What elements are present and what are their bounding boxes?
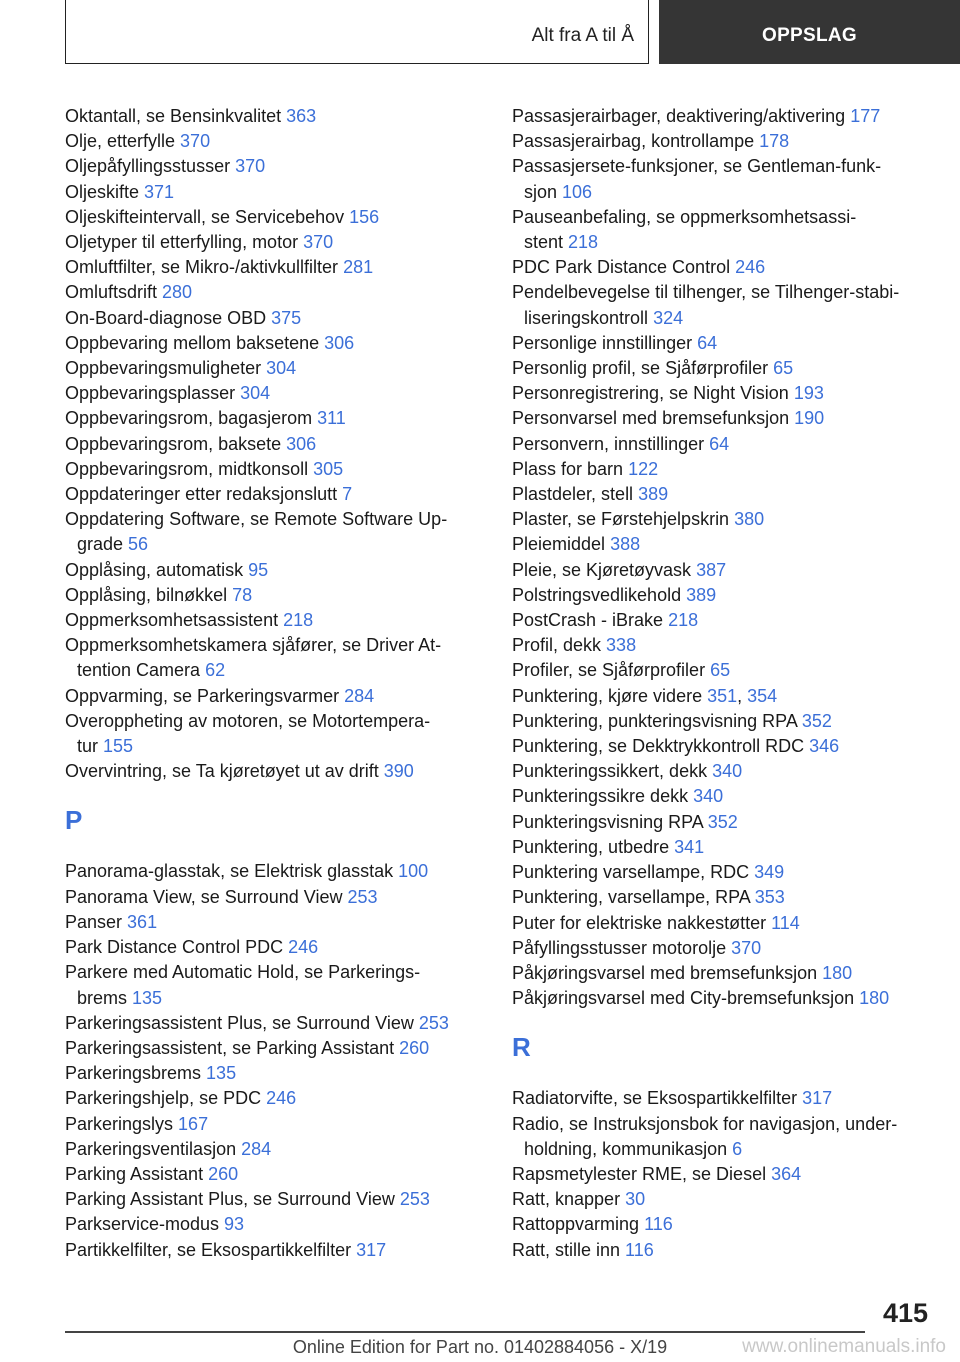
index-entry: [512, 784, 932, 809]
index-entry-text: Punktering, punkteringsvisning RPA: [512, 710, 802, 731]
index-entry: [512, 406, 932, 431]
page-reference-link[interactable]: 388: [610, 534, 641, 555]
index-entry-text: Oktantall, se Bensinkvalitet: [65, 106, 287, 126]
index-entry-text: Overvintring, se Ta kjøretøyet ut av drift: [65, 761, 384, 782]
page-reference-link[interactable]: 135: [206, 1063, 237, 1084]
index-entry: [512, 986, 932, 1011]
page-reference-link[interactable]: 352: [801, 710, 832, 731]
index-entry-text: Parkeringslys: [65, 1113, 179, 1134]
page-reference-link[interactable]: 284: [241, 1138, 272, 1159]
index-entry: [512, 709, 932, 734]
page-reference-link[interactable]: 114: [771, 912, 800, 933]
page-reference-link[interactable]: 218: [668, 610, 699, 631]
index-entry: [512, 1086, 932, 1111]
page-reference-link[interactable]: 193: [793, 383, 824, 404]
edition-footer: Online Edition for Part no. 01402884056 - X/19: [292, 1337, 668, 1357]
page-reference-link[interactable]: 280: [162, 282, 193, 303]
index-entry: [512, 280, 932, 330]
page-reference-link[interactable]: 341: [674, 836, 705, 857]
index-entry: [512, 532, 932, 557]
page-reference-link[interactable]: 190: [794, 408, 825, 429]
index-entry: [65, 709, 485, 759]
page-reference-link[interactable]: 390: [383, 761, 414, 782]
index-entry-text: Punktering, kjøre videre: [512, 685, 708, 706]
index-entry-continuation-text: stent: [524, 232, 569, 253]
page-reference-link[interactable]: 253: [399, 1189, 430, 1210]
index-entry: [65, 1061, 485, 1086]
index-entry: [512, 356, 932, 381]
index-entry-text: Puter for elektriske nakkestøtter: [512, 912, 772, 933]
index-entry: [512, 583, 932, 608]
page-reference-link[interactable]: 340: [712, 761, 743, 782]
page-reference-link[interactable]: 122: [628, 458, 659, 479]
index-entry: [512, 1187, 932, 1212]
index-entry-text: Oljetyper til etterfylling, motor: [65, 232, 304, 253]
index-entry-text: Overoppheting av motoren, se Motortempera-: [65, 710, 431, 731]
index-entry-text: Parking Assistant Plus, se Surround View: [65, 1189, 400, 1210]
page-reference-link[interactable]: 354: [747, 685, 778, 706]
page-reference-link[interactable]: 380: [734, 509, 765, 530]
index-entry-text: Radio, se Instruksjonsbok for navigasjon, under-: [512, 1113, 898, 1134]
index-entry: [65, 910, 485, 935]
page-reference-link[interactable]: 6: [732, 1138, 743, 1159]
page-reference-link[interactable]: 65: [773, 358, 794, 379]
index-entry-text: Oppbevaringsplasser: [65, 383, 241, 404]
page-reference-link[interactable]: 180: [822, 962, 853, 983]
page-reference-link[interactable]: 389: [686, 584, 717, 605]
index-entry-text: Plass for barn: [512, 458, 629, 479]
index-entry-text: Panser: [65, 911, 128, 932]
index-entry-continuation-text: holdning, kommunikasjon: [524, 1138, 733, 1159]
index-entry-text: On-Board-diagnose OBD: [65, 307, 272, 328]
page-reference-link[interactable]: 317: [356, 1239, 387, 1260]
page-reference-link[interactable]: 370: [235, 156, 266, 177]
index-entry-text: Rapsmetylester RME, se Diesel: [512, 1163, 772, 1184]
index-entry: [65, 1162, 485, 1187]
index-entry: [512, 810, 932, 835]
index-entry: [512, 457, 932, 482]
index-entry-text: Pleiemiddel: [512, 534, 611, 555]
index-entry-text: Olje, etterfylle: [65, 131, 181, 152]
page-reference-link[interactable]: 353: [754, 887, 785, 908]
page-reference-link[interactable]: 155: [103, 736, 134, 757]
index-entry: [512, 885, 932, 910]
index-entry: [65, 255, 485, 280]
index-entry: [65, 205, 485, 230]
index-entry-text: Oppbevaringsrom, midtkonsoll: [65, 458, 314, 479]
index-entry-text: PDC Park Distance Control: [512, 257, 736, 278]
page-reference-link[interactable]: 95: [248, 559, 269, 580]
page-reference-link[interactable]: 62: [205, 660, 226, 681]
index-entry-text: Punktering varsellampe, RDC: [512, 862, 755, 883]
footer-divider: [65, 1331, 865, 1333]
index-entry-text: Oljeskifte: [65, 181, 145, 202]
index-entry-text: Parkere med Automatic Hold, se Parkerings-: [65, 962, 421, 983]
index-entry-text: Partikkelfilter, se Eksospartikkelfilter: [65, 1239, 357, 1260]
index-entry-text: Punktering, utbedre: [512, 836, 675, 857]
index-entry: [65, 306, 485, 331]
index-entry: [512, 381, 932, 406]
page-reference-link[interactable]: 306: [324, 332, 355, 353]
index-entry: [65, 1212, 485, 1237]
index-entry: [512, 482, 932, 507]
index-entry-continuation: [65, 532, 485, 557]
index-entry: [65, 935, 485, 960]
index-entry-text: Punktering, se Dekktrykkontroll RDC: [512, 736, 810, 757]
index-entry-text: Oppvarming, se Parkeringsvarmer: [65, 685, 345, 706]
page-reference-link[interactable]: 253: [347, 886, 378, 907]
page-reference-link[interactable]: 246: [735, 257, 766, 278]
index-entry-text: Oljeskifteintervall, se Servicebehov: [65, 206, 350, 227]
index-entry-text: Opplåsing, automatisk: [65, 559, 249, 580]
page-reference-link[interactable]: 135: [132, 987, 163, 1008]
index-entry-text: Punkteringssikre dekk: [512, 786, 694, 807]
index-entry-text: Plastdeler, stell: [512, 484, 639, 505]
index-entry: [512, 331, 932, 356]
page-reference-link[interactable]: 304: [240, 383, 271, 404]
index-entry-continuation: [512, 306, 932, 331]
index-entry-text: Rattoppvarming: [512, 1214, 645, 1235]
index-entry-continuation: [512, 180, 932, 205]
page-reference-link[interactable]: 349: [754, 862, 785, 883]
page-reference-link[interactable]: 324: [653, 307, 684, 328]
index-entry: [65, 1187, 485, 1212]
index-entry: [65, 129, 485, 154]
page-reference-link[interactable]: 177: [850, 106, 881, 126]
page-reference-link[interactable]: 116: [625, 1239, 654, 1260]
index-entry-text: Opplåsing, bilnøkkel: [65, 584, 233, 605]
index-entry-continuation: [65, 986, 485, 1011]
index-entry-text: Passasjersete-funksjoner, se Gentleman-funk-: [512, 156, 882, 177]
index-entry-text: Personlig profil, se Sjåførprofiler: [512, 358, 774, 379]
index-entry-text: Panorama-glasstak, se Elektrisk glasstak: [65, 861, 399, 882]
index-entry-continuation-text: brems: [77, 987, 133, 1008]
page-reference-link[interactable]: 352: [707, 811, 738, 832]
page-reference-link[interactable]: 346: [809, 736, 840, 757]
index-entry: [65, 960, 485, 1010]
page-reference-link[interactable]: 218: [283, 610, 314, 631]
index-entry-continuation-text: liseringskontroll: [524, 307, 654, 328]
index-entry-text: Personvarsel med bremsefunksjon: [512, 408, 795, 429]
index-entry-text: Oppdatering Software, se Remote Software Up-: [65, 509, 448, 530]
page-reference-link[interactable]: 167: [178, 1113, 209, 1134]
category-tab: [659, 0, 960, 64]
index-entry: [65, 583, 485, 608]
index-entry-continuation: [512, 230, 932, 255]
index-entry: [65, 507, 485, 557]
index-entry: [512, 734, 932, 759]
index-entry-text: Passasjerairbag, kontrollampe: [512, 131, 760, 152]
page-reference-link[interactable]: 281: [343, 257, 374, 278]
index-entry: [65, 154, 485, 179]
index-entry-text: Pauseanbefaling, se oppmerksomhetsassi-: [512, 206, 857, 227]
index-entry: [512, 129, 932, 154]
index-entry: [512, 911, 932, 936]
index-entry: [65, 1112, 485, 1137]
index-entry: [512, 860, 932, 885]
page-reference-link[interactable]: 64: [709, 433, 730, 454]
page-reference-link[interactable]: 364: [771, 1163, 802, 1184]
section-header: [65, 0, 649, 64]
index-entry-text: Passasjerairbager, deaktivering/aktivering: [512, 106, 851, 126]
index-entry-continuation-text: tur: [77, 736, 104, 757]
index-entry-text: Pleie, se Kjøretøyvask: [512, 559, 697, 580]
index-entry-text: Polstringsvedlikehold: [512, 584, 687, 605]
index-entry-text: Oppbevaringsmuligheter: [65, 358, 267, 379]
index-entry-text: Oppmerksomhetskamera sjåfører, se Driver At-: [65, 635, 442, 656]
page-reference-link[interactable]: 218: [568, 232, 599, 253]
page-reference-link[interactable]: 100: [398, 861, 429, 882]
page-number: 415: [882, 1298, 928, 1328]
page-reference-link[interactable]: 7: [342, 484, 353, 505]
index-entry-text: Radiatorvifte, se Eksospartikkelfilter: [512, 1088, 803, 1109]
index-entry-text: Omluftsdrift: [65, 282, 163, 303]
index-entry-text: Påkjøringsvarsel med City-bremsefunksjon: [512, 988, 860, 1009]
index-entry-text: Påkjøringsvarsel med bremsefunksjon: [512, 962, 823, 983]
index-entry-text: Oppbevaringsrom, baksete: [65, 433, 287, 454]
index-entry: [512, 658, 932, 683]
index-entry: [512, 507, 932, 532]
category-title: OPPSLAG: [761, 25, 857, 46]
index-entry: [65, 180, 485, 205]
index-entry-text: Personregistrering, se Night Vision: [512, 383, 794, 404]
index-entry: [512, 1238, 932, 1263]
index-entry: [65, 885, 485, 910]
index-entry-text: Parkeringsassistent, se Parking Assistant: [65, 1037, 400, 1058]
index-entry: [65, 684, 485, 709]
index-column-right: [512, 104, 932, 1263]
index-entry: [65, 457, 485, 482]
index-entry: [512, 1112, 932, 1162]
index-entry-text: Pendelbevegelse til tilhenger, se Tilhenger-stabi-: [512, 282, 900, 303]
page-reference-link[interactable]: 156: [349, 206, 380, 227]
index-entry-text: Park Distance Control PDC: [65, 937, 289, 958]
index-column-left: [65, 104, 485, 1263]
page-reference-link[interactable]: 375: [271, 307, 302, 328]
index-entry-continuation-text: tention Camera: [77, 660, 206, 681]
page-reference-link[interactable]: 389: [638, 484, 669, 505]
index-entry: [512, 633, 932, 658]
index-entry: [65, 1086, 485, 1111]
page-reference-link[interactable]: 371: [144, 181, 175, 202]
index-entry-continuation: [65, 734, 485, 759]
index-entry: [65, 381, 485, 406]
index-entry-text: Profiler, se Sjåførprofiler: [512, 660, 711, 681]
page-reference-link[interactable]: 284: [344, 685, 375, 706]
page-reference-link[interactable]: 93: [224, 1214, 245, 1235]
page-reference-link[interactable]: 64: [697, 332, 718, 353]
page-reference-link[interactable]: 180: [859, 988, 890, 1009]
index-entry: [65, 1238, 485, 1263]
page-reference-link[interactable]: 305: [313, 458, 344, 479]
page-reference-link[interactable]: 260: [399, 1037, 430, 1058]
index-entry: [65, 230, 485, 255]
index-entry: [512, 154, 932, 204]
index-entry-text: Oppbevaringsrom, bagasjerom: [65, 408, 318, 429]
page-separator: ,: [737, 685, 748, 706]
index-letter-heading: R: [512, 1032, 531, 1063]
index-entry: [65, 406, 485, 431]
index-entry: [65, 482, 485, 507]
index-entry: [512, 961, 932, 986]
index-entry-continuation: [65, 658, 485, 683]
index-entry: [512, 558, 932, 583]
index-entry: [65, 1137, 485, 1162]
index-entry-text: PostCrash - iBrake: [512, 610, 669, 631]
index-entry-text: Panorama View, se Surround View: [65, 886, 348, 907]
index-entry: [65, 558, 485, 583]
index-entry-text: Profil, dekk: [512, 635, 607, 656]
index-entry-text: Personlige innstillinger: [512, 332, 698, 353]
index-entry-text: Parkeringsassistent Plus, se Surround View: [65, 1012, 419, 1033]
index-entry: [65, 608, 485, 633]
index-entry: [512, 205, 932, 255]
page-reference-link[interactable]: 65: [710, 660, 731, 681]
index-entry-continuation: [512, 1137, 932, 1162]
page-reference-link[interactable]: 178: [759, 131, 790, 152]
index-entry: [512, 1162, 932, 1187]
index-entry: [65, 104, 485, 129]
index-entry: [512, 835, 932, 860]
page-reference-link[interactable]: 370: [180, 131, 211, 152]
index-entry: [512, 255, 932, 280]
index-entry-continuation-text: grade: [77, 534, 129, 555]
page-reference-link[interactable]: 253: [418, 1012, 449, 1033]
index-entry: [512, 608, 932, 633]
index-entry-text: Personvern, innstillinger: [512, 433, 710, 454]
index-entry: [65, 759, 485, 784]
index-entry-text: Punkteringsvisning RPA: [512, 811, 708, 832]
page-reference-link[interactable]: 106: [562, 181, 593, 202]
page-reference-link[interactable]: 246: [266, 1088, 297, 1109]
index-entry-text: Parkservice-modus: [65, 1214, 225, 1235]
index-entry: [512, 936, 932, 961]
index-entry-text: Oljepåfyllingsstusser: [65, 156, 236, 177]
index-entry: [512, 104, 932, 129]
index-entry-text: Plaster, se Førstehjelpskrin: [512, 509, 735, 530]
index-entry-text: Parkeringsventilasjon: [65, 1138, 242, 1159]
page-reference-link[interactable]: 363: [286, 106, 317, 126]
page-reference-link[interactable]: 30: [625, 1189, 646, 1210]
watermark: www.onlinemanuals.info: [742, 1336, 946, 1357]
index-entry-text: Ratt, knapper: [512, 1189, 626, 1210]
index-entry-text: Punkteringssikkert, dekk: [512, 761, 713, 782]
index-entry: [65, 1011, 485, 1036]
index-entry: [512, 759, 932, 784]
index-entry: [65, 331, 485, 356]
index-entry-text: Omluftfilter, se Mikro-/aktivkullfilter: [65, 257, 344, 278]
index-entry: [512, 1212, 932, 1237]
page-reference-link[interactable]: 370: [731, 937, 762, 958]
page-reference-link[interactable]: 304: [266, 358, 297, 379]
page-reference-link[interactable]: 351: [707, 685, 738, 706]
index-entry: [65, 1036, 485, 1061]
index-entry: [65, 356, 485, 381]
section-title: Alt fra A til Å: [531, 24, 634, 46]
index-entry: [65, 432, 485, 457]
page-reference-link[interactable]: 260: [208, 1163, 239, 1184]
index-entry-text: Parkeringsbrems: [65, 1063, 207, 1084]
index-entry-text: Parkeringshjelp, se PDC: [65, 1088, 267, 1109]
page-reference-link[interactable]: 338: [606, 635, 637, 656]
index-entry: [512, 432, 932, 457]
index-entry: [65, 633, 485, 683]
index-entry: [65, 280, 485, 305]
index-entry: [512, 684, 932, 709]
page-reference-link[interactable]: 317: [802, 1088, 833, 1109]
index-entry: [65, 859, 485, 884]
page-reference-link[interactable]: 361: [127, 911, 158, 932]
page-reference-link[interactable]: 116: [644, 1214, 673, 1235]
page-reference-link[interactable]: 78: [232, 584, 253, 605]
page-reference-link[interactable]: 387: [696, 559, 727, 580]
index-entry-text: Punktering, varsellampe, RPA: [512, 887, 755, 908]
index-entry-text: Påfyllingsstusser motorolje: [512, 937, 732, 958]
index-entry-text: Parking Assistant: [65, 1163, 209, 1184]
page-reference-link[interactable]: 370: [303, 232, 334, 253]
page-reference-link[interactable]: 56: [128, 534, 149, 555]
index-entry-text: Ratt, stille inn: [512, 1239, 626, 1260]
page-reference-link[interactable]: 340: [693, 786, 724, 807]
index-entry-text: Oppbevaring mellom baksetene: [65, 332, 325, 353]
index-letter-heading: P: [65, 805, 83, 836]
index-entry-text: Oppdateringer etter redaksjonslutt: [65, 484, 343, 505]
page-reference-link[interactable]: 246: [288, 937, 319, 958]
page-reference-link[interactable]: 311: [317, 408, 346, 429]
page-reference-link[interactable]: 306: [286, 433, 317, 454]
index-entry-text: Oppmerksomhetsassistent: [65, 610, 284, 631]
index-entry-continuation-text: sjon: [524, 181, 563, 202]
